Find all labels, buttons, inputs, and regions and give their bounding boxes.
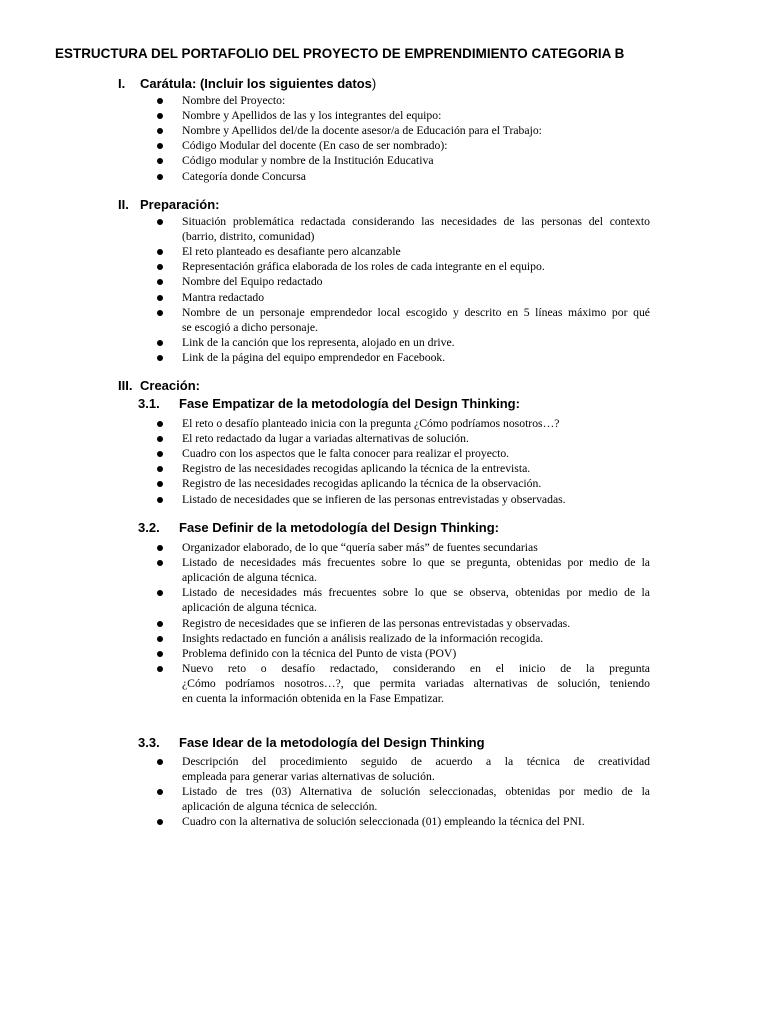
bullet-icon [157,128,163,134]
list-item-text: aplicación de alguna técnica. [182,571,317,585]
bullet-icon [157,621,163,627]
list-item-text: Link de la canción que los representa, alojado en un drive. [182,335,455,349]
list-item-text: El reto planteado es desafiante pero alcanzable [182,245,401,259]
bullet-icon [157,466,163,472]
subsection-title: Fase Idear de la metodología del Design Thinking [179,735,485,750]
bullet-icon [157,355,163,361]
list-item-text: Insights redactado en función a análisis realizado de la información recogida. [182,631,544,645]
list-item-text: Nombre y Apellidos del/de la docente asesor/a de Educación para el Trabajo: [182,124,542,138]
list-item-text: Listado de necesidades más frecuentes sobre lo que se observa, obtenidas por medio de la [182,586,650,600]
list-item-text: Categoría donde Concursa [182,169,306,183]
subsection-title: Fase Empatizar de la metodología del Design Thinking: [179,396,520,411]
bullet-icon [157,819,163,825]
bullet-icon [157,497,163,503]
subsection-number: 3.2. [138,520,160,535]
bullet-icon [157,340,163,346]
list-item-text: Nombre del Proyecto: [182,94,286,107]
list-item-text: aplicación de alguna técnica de selección. [182,800,378,814]
list-item-text: El reto redactado da lugar a variadas alternativas de solución. [182,432,469,446]
list-item-text: aplicación de alguna técnica. [182,601,317,615]
list-item-text: Organizador elaborado, de lo que “quería saber más” de fuentes secundarias [182,541,538,554]
list-item-text: se escogió a dicho personaje. [182,320,318,334]
list-item-text: Situación problemática redactada considerando las necesidades de las personas del contexto [182,215,650,228]
bullet-icon [157,481,163,487]
section-title: Creación: [140,378,200,393]
list-item-text: Nombre y Apellidos de las y los integrantes del equipo: [182,109,442,123]
bullet-icon [157,219,163,225]
bullet-icon [157,666,163,672]
section-title: Carátula: (Incluir los siguientes datos [140,76,372,91]
bullet-icon [157,560,163,566]
bullet-icon [157,636,163,642]
bullet-icon [157,264,163,270]
list-item-text: ¿Cómo podríamos nosotros…?, que permita variadas alternativas de solución, teniendo [182,676,650,690]
bullet-icon [157,590,163,596]
bullet-icon [157,174,163,180]
list-item-text: en cuenta la información obtenida en la Fase Empatizar. [182,692,444,705]
list-item-text: Link de la página del equipo emprendedor en Facebook. [182,350,446,364]
section-title-suffix: ) [371,76,377,91]
list-item-text: Cuadro con los aspectos que le falta conocer para realizar el proyecto. [182,447,510,461]
section-number: II. [118,197,129,212]
list-item-text: Listado de necesidades que se infieren de las personas entrevistadas y observadas. [182,492,566,506]
bullet-icon [157,143,163,149]
section-number: III. [118,378,133,393]
list-item-text: Código modular y nombre de la Institución Educativa [182,154,434,168]
bullet-icon [157,759,163,765]
list-item-text: Listado de necesidades más frecuentes sobre lo que se pregunta, obtenidas por medio de la [182,556,650,570]
subsection-number: 3.3. [138,735,160,750]
list-item-text: Descripción del procedimiento seguido de acuerdo a la técnica de creatividad [182,755,650,768]
list-item-text: (barrio, distrito, comunidad) [182,230,315,244]
list-item-text: Registro de las necesidades recogidas aplicando la técnica de la observación. [182,477,542,491]
subsection-heading-empatizar [138,396,520,411]
list-item-text: Listado de tres (03) Alternativa de solución seleccionadas, obtenidas por medio de la [182,785,650,799]
list-item-text: empleada para generar varias alternativas de solución. [182,770,435,784]
bullet-icon [157,545,163,551]
list-item-text: Registro de necesidades que se infieren de las personas entrevistadas y observadas. [182,616,571,630]
bullet-icon [157,310,163,316]
list-item-text: Nombre de un personaje emprendedor local escogido y descrito en 5 líneas máximo por qué [182,305,650,319]
list-item-text: Representación gráfica elaborada de los roles de cada integrante en el equipo. [182,260,545,274]
section-heading-creacion [118,378,200,393]
list-item-text: Nombre del Equipo redactado [182,275,323,289]
list-item-text: Problema definido con la técnica del Punto de vista (POV) [182,646,457,660]
bullet-icon [157,421,163,427]
list-item-text: Código Modular del docente (En caso de ser nombrado): [182,139,448,153]
section-number: I. [118,76,126,91]
bullet-icon [157,113,163,119]
list-item-text: Registro de las necesidades recogidas aplicando la técnica de la entrevista. [182,462,531,476]
list-item-text: Cuadro con la alternativa de solución seleccionada (01) empleando la técnica del PNI. [182,815,585,829]
bullet-icon [157,436,163,442]
bullet-icon [157,279,163,285]
bullet-icon [157,249,163,255]
subsection-heading-idear [138,735,485,750]
bullet-icon [157,789,163,795]
bullet-icon [157,98,163,104]
list-item-text: Mantra redactado [182,290,265,304]
document-title: ESTRUCTURA DEL PORTAFOLIO DEL PROYECTO DE EMPRENDIMIENTO CATEGORIA B [55,46,625,61]
bullet-icon [157,295,163,301]
subsection-title: Fase Definir de la metodología del Design Thinking: [179,520,499,535]
list-item-text: Nuevo reto o desafío redactado, considerando en el inicio de la pregunta [182,661,650,675]
bullet-icon [157,158,163,164]
section-heading-caratula [118,76,376,91]
bullet-icon [157,651,163,657]
section-title: Preparación: [140,197,220,212]
subsection-number: 3.1. [138,396,160,411]
list-item-text: El reto o desafío planteado inicia con la pregunta ¿Cómo podríamos nosotros…? [182,417,560,430]
subsection-heading-definir [138,520,499,535]
section-heading-preparacion [118,197,219,212]
bullet-icon [157,451,163,457]
